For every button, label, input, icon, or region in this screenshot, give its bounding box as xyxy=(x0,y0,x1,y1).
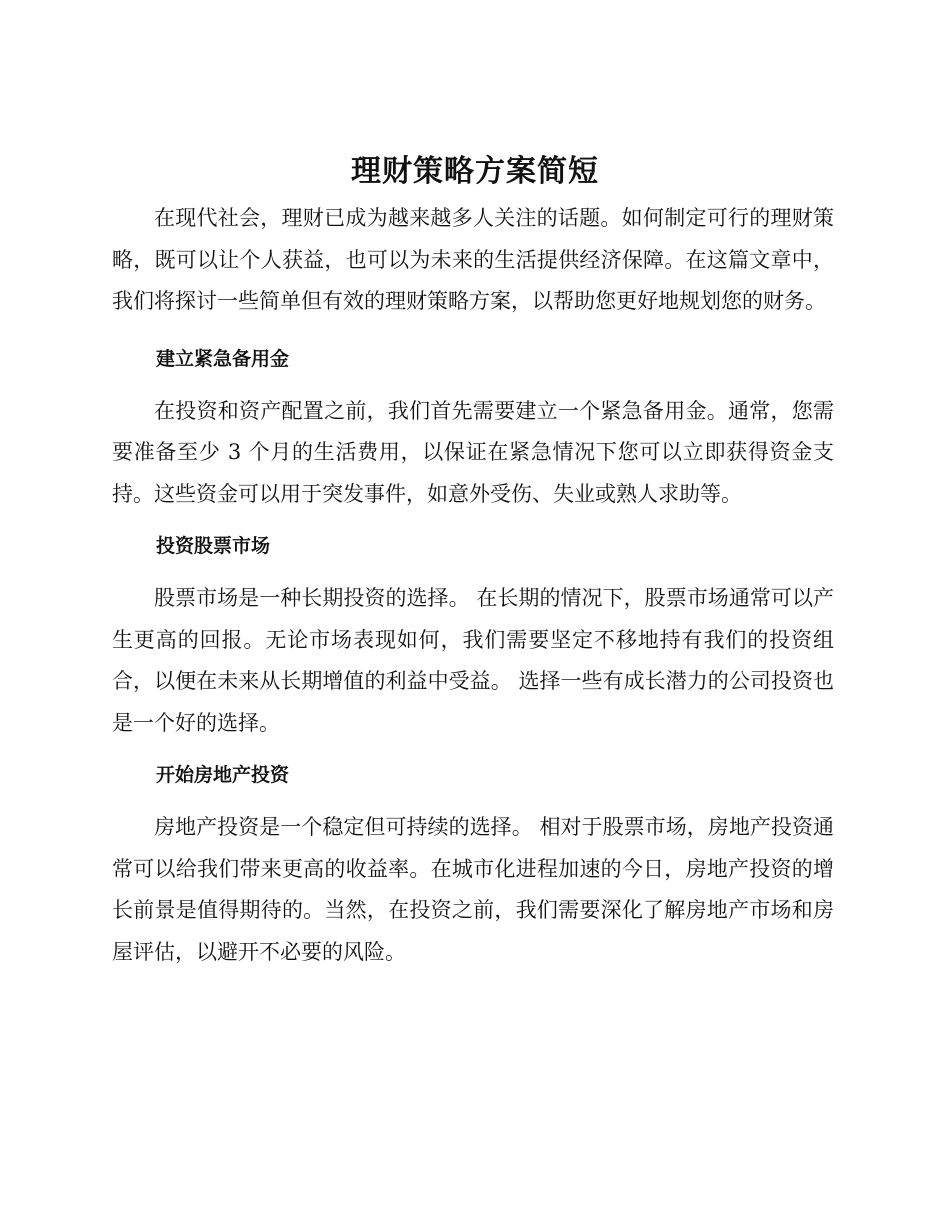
section-heading-stock-market: 投资股票市场 xyxy=(156,535,271,557)
section-body-emergency-fund: 在投资和资产配置之前，我们首先需要建立一个紧急备用金。通常，您需要准备至少 3 个月的生活费用，以保证在紧急情况下您可以立即获得资金支持。这些资金可以用于突发事件，如意外受伤、失业或熟人求助等。 xyxy=(112,398,834,506)
section-body-real-estate: 房地产投资是一个稳定但可持续的选择。 相对于股票市场，房地产投资通常可以给我们带来更高的收益率。在城市化进程加速的今日，房地产投资的增长前景是值得期待的。当然，在投资之前，我们需要深化了解房地产市场和房屋评估，以避开不必要的风险。 xyxy=(112,815,834,964)
document-title: 理财策略方案简短 xyxy=(351,154,599,189)
document-body xyxy=(112,198,834,973)
section-body-stock-market: 股票市场是一种长期投资的选择。 在长期的情况下，股票市场通常可以产生更高的回报。无论市场表现如何，我们需要坚定不移地持有我们的投资组合，以便在未来从长期增值的利益中受益。 选择一些有成长潜力的公司投资也是一个好的选择。 xyxy=(112,586,834,735)
section-heading-real-estate: 开始房地产投资 xyxy=(156,764,290,786)
section-heading-emergency-fund: 建立紧急备用金 xyxy=(156,347,290,370)
intro-paragraph: 在现代社会，理财已成为越来越多人关注的话题。如何制定可行的理财策略，既可以让个人获益，也可以为未来的生活提供经济保障。在这篇文章中，我们将探讨一些简单但有效的理财策略方案，以帮助您更好地规划您的财务。 xyxy=(112,206,834,313)
